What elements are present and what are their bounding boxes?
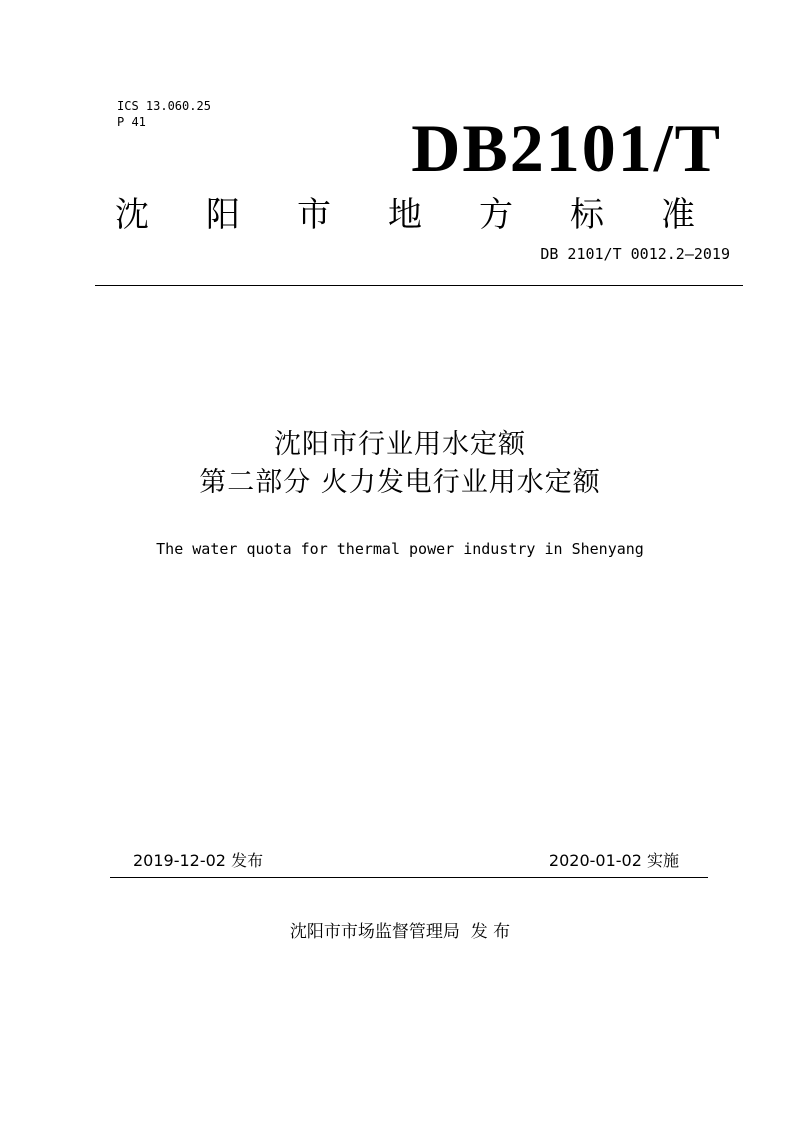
standard-code: DB2101/T [411,110,722,186]
classification-block [117,98,211,130]
top-divider [95,285,743,286]
implementation-date: 2020-01-02 实施 [548,851,679,870]
ics-code: ICS 13.060.25 [117,99,211,113]
standard-type-char: 市 [297,195,331,235]
standard-type-char: 沈 [115,195,149,235]
standard-type-char: 方 [479,195,513,235]
issue-date: 2019-12-02 发布 [133,851,264,870]
english-title: The water quota for thermal power industry in Shenyang [156,540,644,558]
publisher: 沈阳市市场监督管理局 发 布 [289,922,511,942]
standard-type [115,192,695,238]
bottom-divider [110,877,708,878]
standard-type-char: 地 [388,195,422,235]
document-title [0,426,800,502]
title-line-2: 第二部分 火力发电行业用水定额 [199,467,601,498]
title-line-1: 沈阳市行业用水定额 [274,429,526,460]
standard-type-char: 阳 [206,195,240,235]
standard-type-char: 准 [661,195,695,235]
standard-number: DB 2101/T 0012.2—2019 [540,245,730,263]
ccs-code: P 41 [117,115,146,129]
standard-type-char: 标 [570,195,604,235]
